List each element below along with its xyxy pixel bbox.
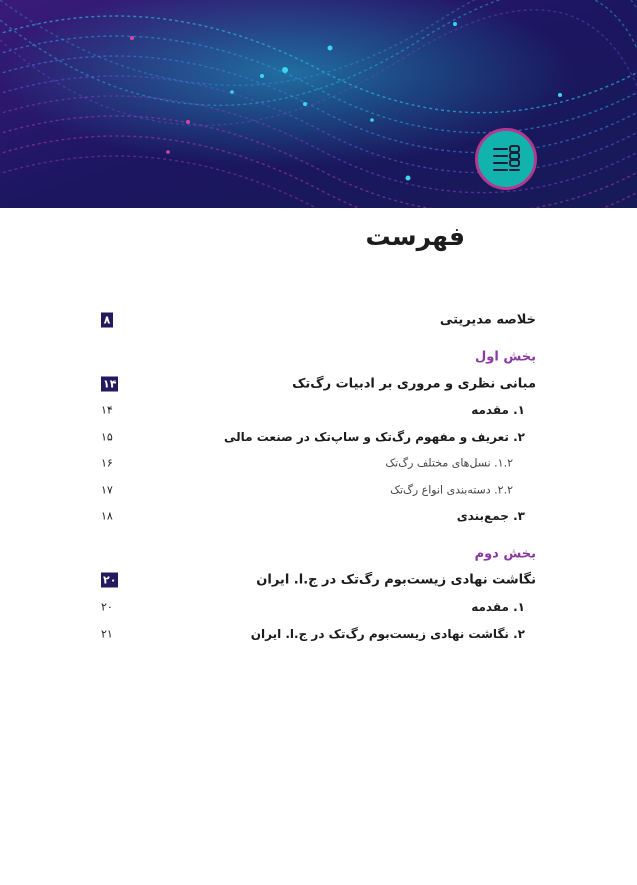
table-of-contents-badge (475, 128, 537, 190)
toc-entry[interactable] (0, 503, 637, 529)
toc-entry-label: نگاشت نهادی زیست‌بوم رگ‌تک در ج.ا. ایران (256, 572, 536, 588)
toc-entry-label: ۲.۲. دسته‌بندی انواع رگ‌تک (390, 483, 513, 497)
toc-entry[interactable] (0, 450, 637, 476)
toc-entry-label: خلاصه مدیریتی (439, 312, 536, 328)
page-title: فهرست (365, 222, 465, 251)
section-heading: بخش دوم (474, 546, 536, 562)
toc-entry[interactable] (0, 594, 637, 620)
toc-page-number: ۱۷ (101, 483, 113, 497)
toc-entry-label: ۱. مقدمه (471, 403, 525, 417)
toc-entry[interactable] (0, 621, 637, 647)
toc-entry-label: ۲. نگاشت نهادی زیست‌بوم رگ‌تک در ج.ا. ایران (250, 627, 525, 641)
toc-page-number: ۱۵ (101, 430, 113, 444)
toc-page-number: ۱۴ (103, 377, 117, 391)
toc-entry-label: مبانی نظری و مروری بر ادبیات رگ‌تک (292, 376, 536, 392)
toc-entry-label: ۱.۲. نسل‌های مختلف رگ‌تک (385, 456, 513, 470)
section-heading-part2 (0, 541, 637, 567)
toc-entry[interactable] (0, 477, 637, 503)
wave-pattern-background (0, 0, 637, 208)
toc-page-number: ۲۰ (103, 573, 117, 587)
toc-page-number: ۲۱ (101, 627, 113, 641)
toc-entry-summary[interactable] (0, 307, 637, 333)
toc-entry-label: ۳. جمع‌بندی (456, 509, 525, 523)
toc-page-number: ۱۴ (101, 403, 113, 417)
section-heading: بخش اول (475, 349, 536, 365)
toc-entry[interactable] (0, 424, 637, 450)
toc-entry-part2-title[interactable] (0, 567, 637, 593)
toc-entry-part1-title[interactable] (0, 371, 637, 397)
header-banner (0, 0, 637, 208)
toc-entry-label: ۱. مقدمه (471, 600, 525, 614)
toc-entry[interactable] (0, 397, 637, 423)
toc-entry-label: ۲. تعریف و مفهوم رگ‌تک و ساپ‌تک در صنعت مالی (223, 430, 525, 444)
toc-page-number: ۱۶ (101, 456, 113, 470)
toc-page-number: ۱۸ (101, 509, 113, 523)
list-icon (489, 142, 523, 176)
section-heading-part1 (0, 344, 637, 370)
toc-page-number: ۸ (101, 313, 113, 328)
toc-page-number: ۲۰ (101, 600, 113, 614)
